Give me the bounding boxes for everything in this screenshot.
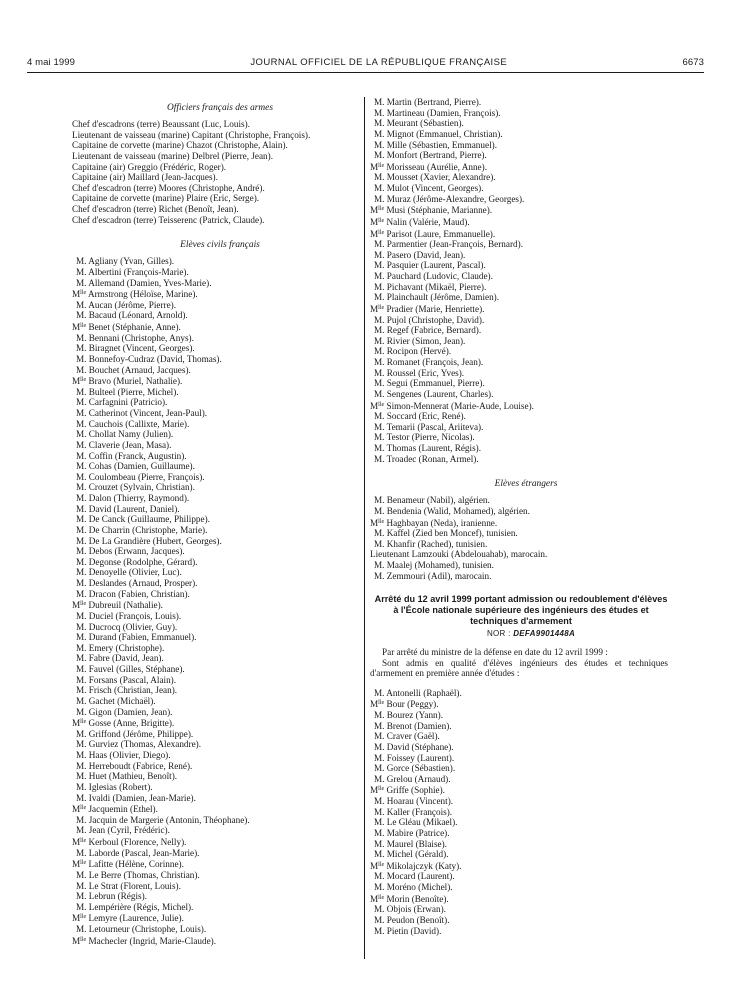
civil-student-entry: M. Bonnefoy-Cudraz (David, Thomas). [76,353,222,364]
civil-student-entry: M. Lempérière (Régis, Michel). [76,901,194,912]
civil-student-entry: M. Dracon (Fabien, Christian). [76,588,190,599]
admitted-student-entry: M. Craver (Gaël). [374,731,440,742]
civil-student-entry: M. Bennani (Christophe, Anys). [76,332,194,343]
civil-student-entry: M. Huet (Mathieu, Benoît). [76,771,178,782]
etrangers-section-title: Elèves étrangers [494,479,558,490]
officer-entry: Lieutenant de vaisseau (marine) Delbrel (Pierre, Jean). [72,150,274,161]
civils-list [72,256,358,946]
civil-student-entry: $M^{lle}$ Armstrong (Héloïse, Marine). [72,289,198,300]
civil-student-entry: M. Pasquier (Laurent, Pascal). [374,260,486,271]
civil-student-entry: M. Plainchault (Jérôme, Damien). [374,292,500,303]
civil-student-entry: $M^{lle}$ Jacquemin (Ethel). [72,804,158,815]
header-rule [27,72,704,73]
civil-student-entry: M. Roussel (Eric, Yves). [374,367,465,378]
civil-student-entry: $M^{lle}$ Musi (Stéphanie, Marianne). [370,205,493,216]
civil-student-entry: M. Emery (Christophe). [76,642,165,653]
civil-student-entry: M. Ducrocq (Olivier, Guy). [76,621,178,632]
civil-student-entry: $M^{lle}$ Benet (Stéphanie, Anne). [72,322,181,332]
civil-student-entry: M. Romanet (François, Jean). [374,357,484,367]
foreign-student-entry: M. Bendenia (Walid, Mohamed), algérien. [374,505,530,516]
foreign-student-entry: M. Zemmouri (Adil), marocain. [374,570,492,581]
arrete-title: Arrêté du 12 avril 1999 portant admission ou redoublement d'élèves à l'École nationale supérieure des ingénieurs des études et techniques d'armement [374,594,668,626]
admitted-student-entry: M. Peudon (Benoît). [374,914,450,925]
civil-student-entry: M. Rocipon (Hervé). [374,346,452,357]
civil-student-entry: M. Le Berre (Thomas, Christian). [76,869,200,880]
etrangers-list [370,495,668,581]
civil-student-entry: $M^{lle}$ Bravo (Muriel, Nathalie). [72,376,183,387]
civils-list-continued [370,97,668,464]
admitted-student-entry: M. Objois (Erwan). [374,904,446,915]
nor-reference [370,629,668,640]
admitted-student-entry: M. Bourez (Yann). [374,710,443,721]
civil-student-entry: $M^{lle}$ Gosse (Anne, Brigitte). [72,718,175,729]
civil-student-entry: M. Denoyelle (Olivier, Luc). [76,567,182,578]
civil-student-entry: M. Biragnet (Vincent, Georges). [76,343,195,354]
civil-student-entry: M. Aucan (Jérôme, Pierre). [76,299,177,310]
civil-student-entry: M. Coulombeau (Pierre, François). [76,471,205,482]
civil-student-entry: M. Martin (Bertrand, Pierre). [374,97,482,107]
civil-student-entry: $M^{lle}$ Simon-Mennerat (Marie-Aude, Louise). [370,400,534,411]
civil-student-entry: M. Gachet (Michaël). [76,695,156,706]
officer-entry: Lieutenant de vaisseau (marine) Capitant (Christophe, François). [72,129,311,140]
civil-student-entry: M. Cohas (Damien, Guillaume). [76,461,195,472]
civil-student-entry: M. Jacquin de Margerie (Antonin, Théophane). [76,814,250,825]
civil-student-entry: M. Pasero (David, Jean). [374,249,466,260]
left-column [72,101,358,946]
civil-student-entry: M. Cauchois (Callixte, Marie). [76,418,190,429]
header-date: 4 mai 1999 [27,57,76,68]
civil-student-entry: M. Pauchard (Ludovic, Claude). [374,271,493,281]
officer-entry: Capitaine de corvette (marine) Chazot (Christophe, Alain). [72,140,288,151]
admitted-student-entry: $M^{lle}$ Bour (Peggy). [370,699,439,710]
civil-student-entry: M. Fabre (David, Jean). [76,653,164,664]
arrete-paragraph-2: Sont admis en qualité d'élèves ingénieurs des études et techniques d'armement en première année d'études : [370,657,668,679]
civil-student-entry: $M^{lle}$ Parisot (Laure, Emmanuelle). [370,228,496,239]
admitted-student-entry: $M^{lle}$ Griffe (Sophie). [370,785,445,796]
civil-student-entry: M. Fauvel (Gilles, Stéphane). [76,664,185,674]
civil-student-entry: M. Albertini (François-Marie). [76,266,189,277]
civil-student-entry: M. Martineau (Damien, François). [374,107,501,118]
officer-entry: Capitaine de corvette (marine) Plaire (Eric, Serge). [72,193,260,204]
civil-student-entry: $M^{lle}$ Pradier (Marie, Henriette). [370,303,485,314]
admitted-student-entry: M. Mabire (Patrice). [374,827,450,838]
column-rule [364,97,365,959]
foreign-student-entry: M. Maalej (Mohamed), tunisien. [374,560,494,570]
admitted-student-entry: M. Gorce (Sébastien). [374,763,456,774]
civil-student-entry: M. Segui (Emmanuel, Pierre). [374,378,485,389]
civil-student-entry: M. Frisch (Christian, Jean). [76,685,178,696]
civil-student-entry: M. Mousset (Xavier, Alexandre). [374,172,496,183]
admitted-student-entry: M. Mocard (Laurent). [374,871,455,882]
admitted-student-entry: M. Foissey (Laurent). [374,752,455,763]
civil-student-entry: M. Mulot (Vincent, Georges). [374,183,484,193]
officer-entry: Chef d'escadron (terre) Teisserenc (Patrick, Claude). [72,214,265,225]
civil-student-entry: M. Bacaud (Léonard, Arnold). [76,310,188,321]
civil-student-entry: M. Haas (Olivier, Diego). [76,750,171,760]
foreign-student-entry: M. Khanfir (Rached), tunisien. [374,538,488,549]
admitted-student-entry: M. Hoarau (Vincent). [374,796,454,807]
civil-student-entry: M. Meurant (Sébastien). [374,118,464,129]
officer-entry: Chef d'escadron (terre) Moores (Christophe, André). [72,182,265,193]
civil-student-entry: M. Le Strat (Florent, Louis). [76,880,181,891]
arrete-paragraph-1: Par arrêté du ministre de la défense en date du 12 avril 1999 : [382,646,608,657]
civil-student-entry: M. Pichavant (Mikaël, Pierre). [374,281,487,292]
civil-student-entry: M. Jean (Cyril, Frédéric). [76,825,170,836]
civil-student-entry: M. Mille (Sébastien, Emmanuel). [374,139,497,150]
civil-student-entry: $M^{lle}$ Nalin (Valérie, Maud). [370,216,470,227]
admitted-student-entry: M. Antonelli (Raphaël). [374,687,462,698]
civil-student-entry: M. De La Grandière (Hubert, Georges). [76,535,222,546]
page-header [27,57,704,71]
admitted-student-entry: M. Grelou (Arnaud). [374,773,451,784]
admitted-student-entry: M. David (Stéphane). [374,741,454,752]
civil-student-entry: M. Lebrun (Régis). [76,891,147,902]
civil-student-entry: M. Crouzet (Sylvain, Christian). [76,482,195,493]
nor-code: DEFA9901448A [513,629,576,639]
nor-label: NOR : [486,629,511,639]
civil-student-entry: M. Gigon (Damien, Jean). [76,706,173,717]
civil-student-entry: M. Dalon (Thierry, Raymond). [76,493,190,503]
civil-student-entry: $M^{lle}$ Lafitte (Hélène, Corinne). [72,859,184,870]
civil-student-entry: $M^{lle}$ Morisseau (Aurélie, Anne). [370,161,487,172]
civil-student-entry: M. Mignot (Emmanuel, Christian). [374,128,503,139]
admitted-student-entry: M. Michel (Gérald). [374,849,449,860]
admis-list [370,688,668,936]
civil-student-entry: M. Deslandes (Arnaud, Prosper). [76,578,198,588]
foreign-student-entry: M. Kaffel (Zied ben Moncef), tunisien. [374,528,518,539]
admitted-student-entry: M. Pietin (David). [374,925,442,936]
civil-student-entry: M. Sengenes (Laurent, Charles). [374,388,494,399]
admitted-student-entry: M. Moréno (Michel). [374,882,453,893]
civil-student-entry: M. Durand (Fabien, Emmanuel). [76,632,197,643]
civil-student-entry: M. Troadec (Ronan, Armel). [374,453,479,464]
civil-student-entry: M. Pujol (Christophe, David). [374,314,485,325]
civil-student-entry: M. Chollat Namy (Julien). [76,429,174,440]
officer-entry: Capitaine (air) Greggio (Frédéric, Roger). [72,161,227,172]
foreign-student-entry: M. Benameur (Nabil), algérien. [374,495,490,506]
civil-student-entry: M. De Charrin (Christophe, Marie). [76,524,208,535]
civil-student-entry: M. Duciel (François, Louis). [76,610,182,621]
foreign-student-entry: Lieutenant Lamzouki (Abdelouahab), marocain. [370,549,548,560]
civil-student-entry: M. Muraz (Jérôme-Alexandre, Georges). [374,193,525,204]
officers-section-title: Officiers français des armes [167,103,273,113]
officer-entry: Capitaine (air) Maillard (Jean-Jacques). [72,172,218,183]
civil-student-entry: M. Coffin (Franck, Augustin). [76,450,187,461]
civil-student-entry: M. Catherinot (Vincent, Jean-Paul). [76,408,208,418]
civil-student-entry: M. Monfort (Bertrand, Pierre). [374,150,487,161]
civil-student-entry: M. Temarii (Pascal, Ariiteva). [374,421,484,432]
admitted-student-entry: $M^{lle}$ Mikolajczyk (Katy). [370,860,462,871]
header-page-number: 6673 [682,57,704,68]
civil-student-entry: M. Griffond (Jérôme, Philippe). [76,728,194,739]
civil-student-entry: M. Rivier (Simon, Jean). [374,335,466,346]
civil-student-entry: M. Carfagnini (Patricio). [76,397,168,408]
right-column [370,97,668,936]
admitted-student-entry: $M^{lle}$ Morin (Benoîte). [370,893,449,904]
civil-student-entry: M. Herreboudt (Fabrice, René). [76,760,193,771]
civil-student-entry: M. Gurviez (Thomas, Alexandre). [76,739,202,750]
civil-student-entry: M. Degonse (Rodolphe, Gérard). [76,556,198,567]
officer-entry: Chef d'escadrons (terre) Beaussant (Luc, Louis). [72,119,250,129]
admitted-student-entry: M. Brenot (Damien). [374,720,452,731]
civils-section-title: Elèves civils français [180,240,260,251]
header-journal-title: JOURNAL OFFICIEL DE LA RÉPUBLIQUE FRANÇAISE [250,57,508,68]
civil-student-entry: $M^{lle}$ Dubreuil (Nathalie). [72,600,163,611]
officer-entry: Chef d'escadron (terre) Richet (Benoît, Jean). [72,204,239,214]
civil-student-entry: M. De Canck (Guillaume, Philippe). [76,514,210,525]
civil-student-entry: M. Thomas (Laurent, Régis). [374,443,481,453]
civil-student-entry: M. Parmentier (Jean-François, Bernard). [374,239,523,250]
civil-student-entry: M. Laborde (Pascal, Jean-Marie). [76,847,200,858]
foreign-student-entry: $M^{lle}$ Haghbayan (Neda), iranienne. [370,517,498,528]
admitted-student-entry: M. Maurel (Blaise). [374,838,447,849]
civil-student-entry: M. Ivaldi (Damien, Jean-Marie). [76,792,196,803]
civil-student-entry: M. Claverie (Jean, Masa). [76,439,172,450]
officers-list [72,119,358,225]
civil-student-entry: M. Forsans (Pascal, Alain). [76,674,177,685]
admitted-student-entry: M. Le Gléau (Mikael). [374,817,458,828]
civil-student-entry: M. Letourneur (Christophe, Louis). [76,924,207,934]
civil-student-entry: $M^{lle}$ Machecler (Ingrid, Marie-Claude). [72,935,217,946]
civil-student-entry: M. Soccard (Eric, René). [374,411,466,422]
civil-student-entry: M. Bouchet (Arnaud, Jacques). [76,364,191,375]
civil-student-entry: M. David (Laurent, Daniel). [76,503,180,514]
civil-student-entry: M. Testor (Pierre, Nicolas). [374,432,475,443]
civil-student-entry: $M^{lle}$ Lemyre (Laurence, Julie). [72,913,184,924]
civil-student-entry: $M^{lle}$ Kerboul (Florence, Nelly). [72,837,187,847]
civil-student-entry: M. Regef (Fabrice, Bernard). [374,325,482,336]
civil-student-entry: M. Debos (Erwann, Jacques). [76,546,185,557]
civil-student-entry: M. Allemand (Damien, Yves-Marie). [76,277,212,288]
civil-student-entry: M. Agliany (Yvan, Gilles). [76,256,175,267]
civil-student-entry: M. Bulteel (Pierre, Michel). [76,386,179,397]
civil-student-entry: M. Iglesias (Robert). [76,781,153,792]
admitted-student-entry: M. Kaller (François). [374,806,453,817]
